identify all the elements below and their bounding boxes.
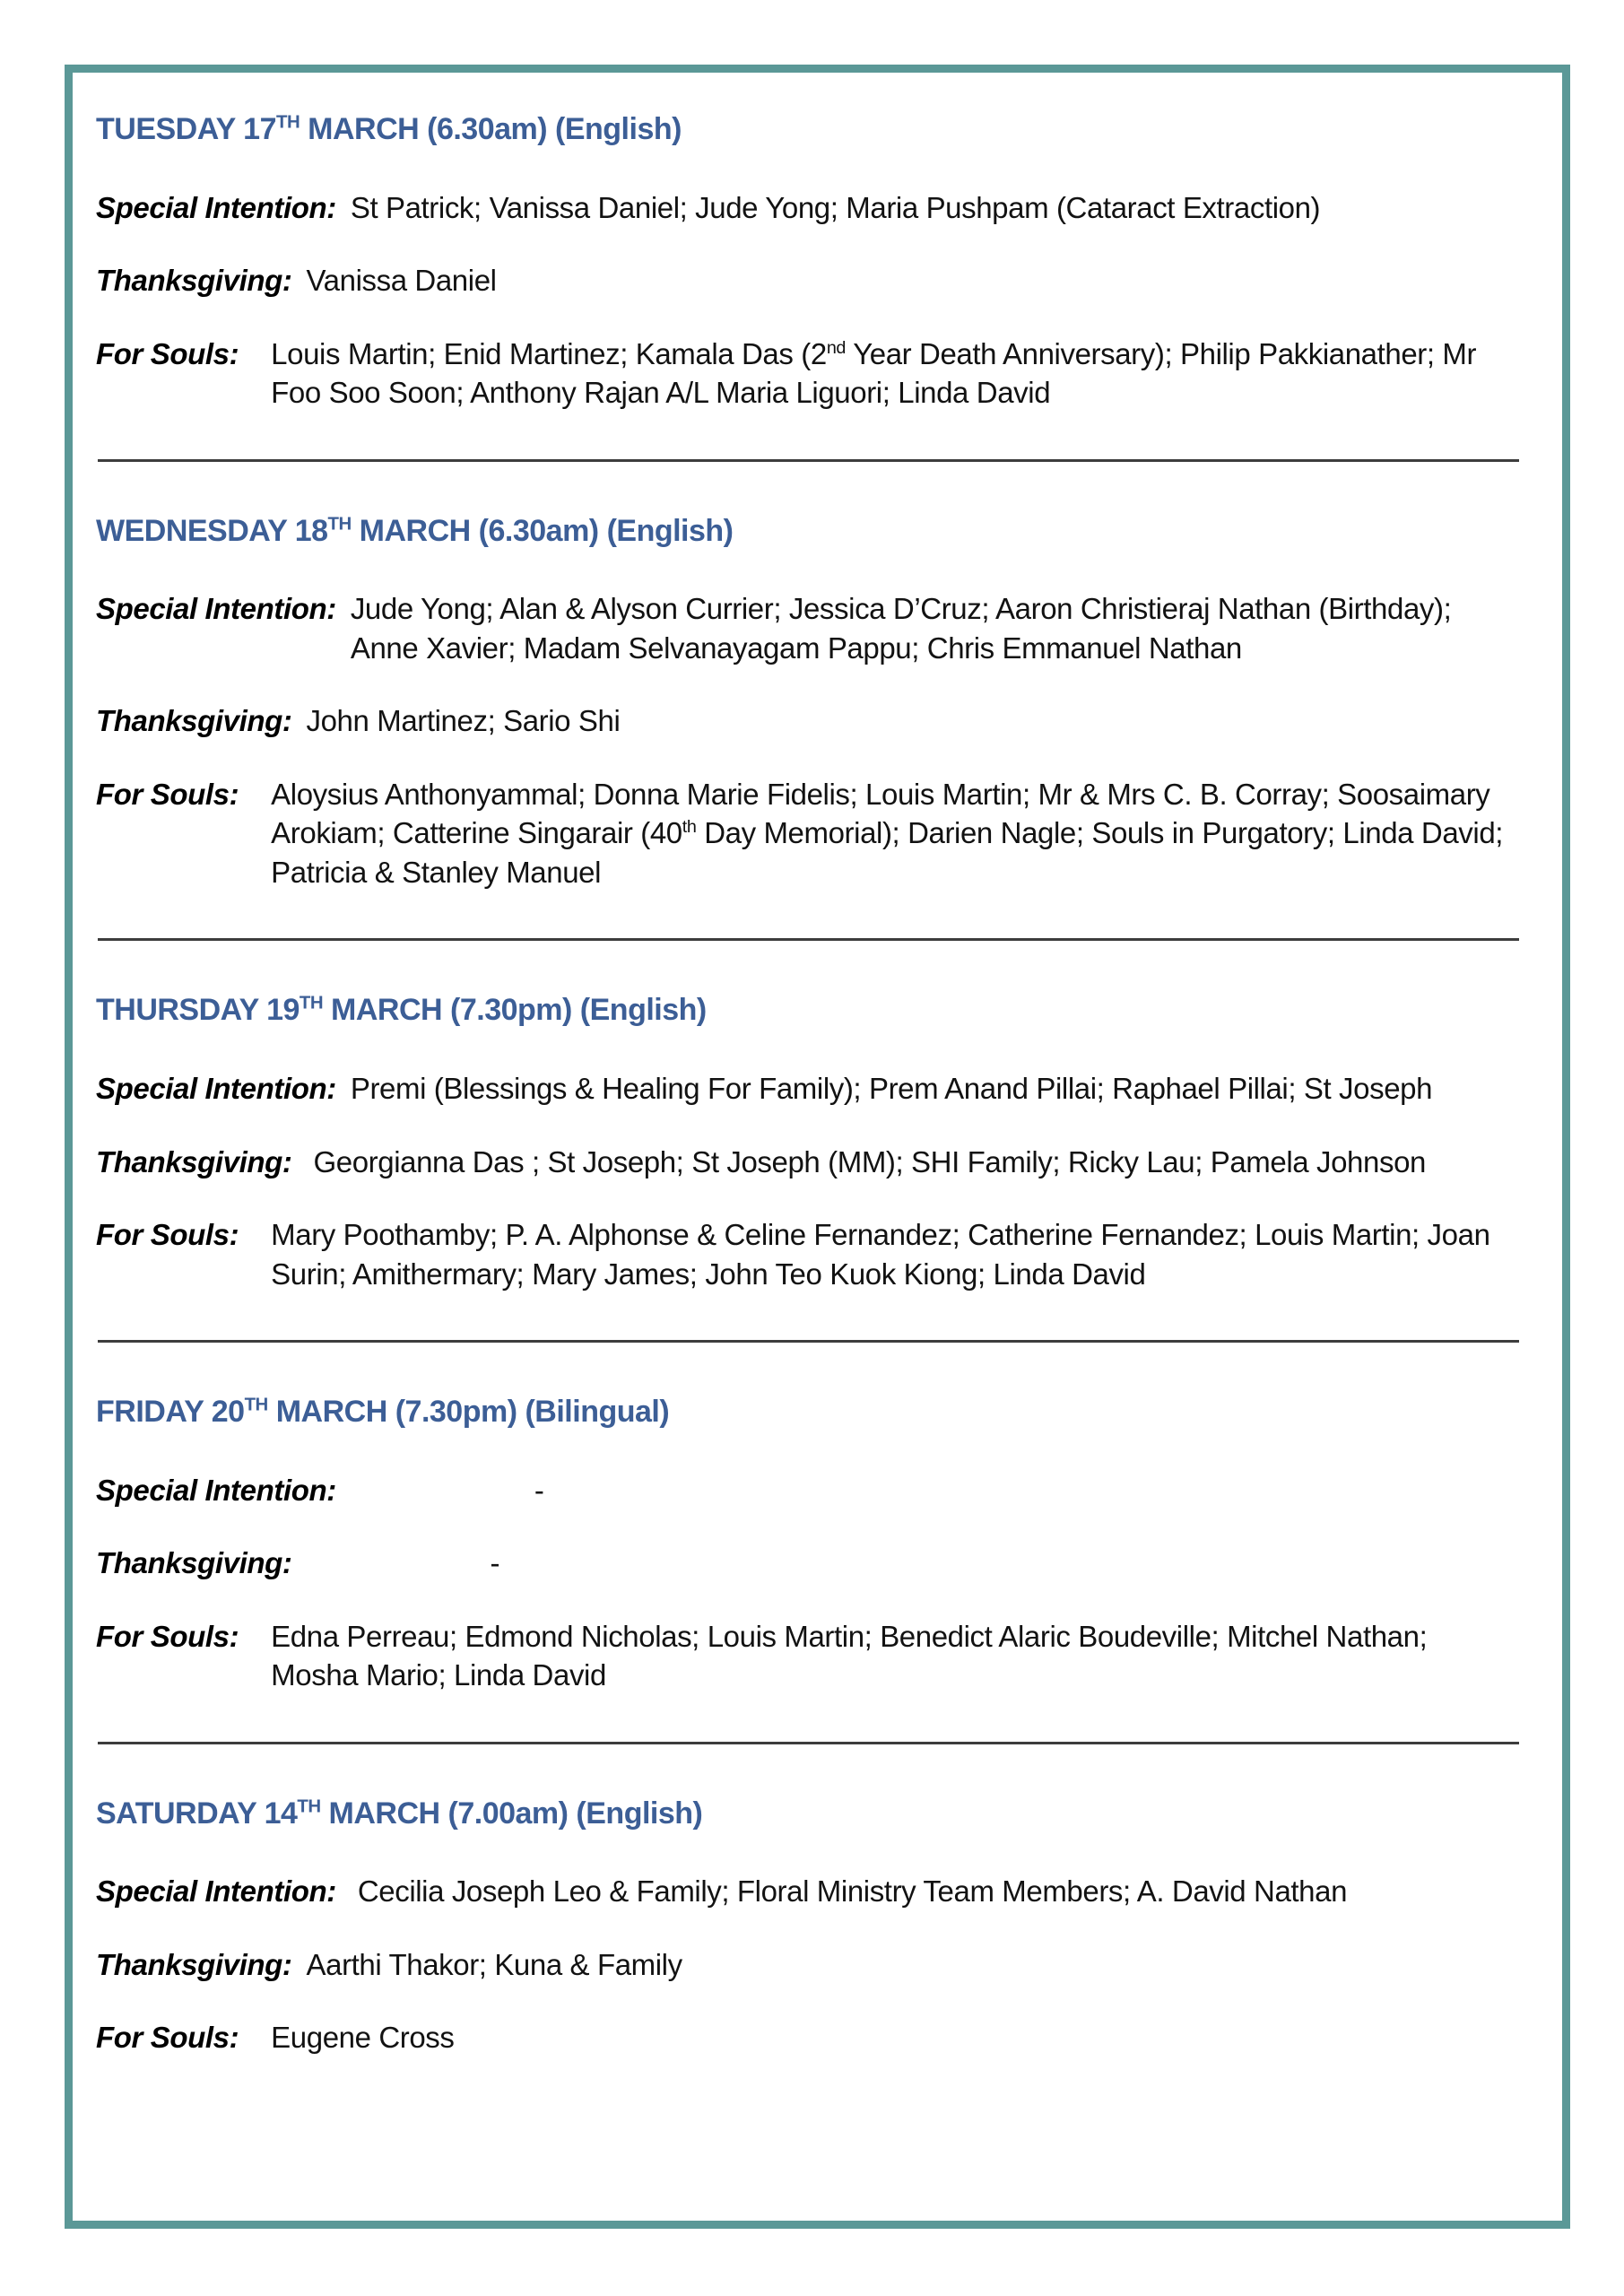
row-label: Thanksgiving: xyxy=(96,264,292,298)
section-title: TUESDAY 17TH MARCH (6.30am) (English) xyxy=(96,112,682,146)
row-label: For Souls: xyxy=(96,1218,239,1252)
row-value: John Martinez; Sario Shi xyxy=(306,704,621,738)
row-label: Special Intention: xyxy=(96,592,336,626)
row-value: - xyxy=(534,1473,544,1507)
mass-day-section-friday xyxy=(96,1393,1521,1695)
section-title: SATURDAY 14TH MARCH (7.00am) (English) xyxy=(96,1796,703,1831)
row-label: Special Intention: xyxy=(96,1071,336,1105)
for-souls-row xyxy=(96,775,1521,892)
mass-day-section-tuesday xyxy=(96,110,1521,413)
row-value: - xyxy=(490,1546,500,1580)
row-value: St Patrick; Vanissa Daniel; Jude Yong; Maria Pushpam (Cataract Extraction) xyxy=(350,190,1321,224)
thanksgiving-row xyxy=(96,701,1521,741)
row-label: Thanksgiving: xyxy=(96,1144,292,1178)
row-value: Vanissa Daniel xyxy=(306,264,497,298)
row-label: Thanksgiving: xyxy=(96,1546,292,1580)
row-value: Aarthi Thakor; Kuna & Family xyxy=(306,1947,682,1981)
special-intention-row xyxy=(96,1069,1521,1109)
mass-day-section-thursday xyxy=(96,991,1521,1293)
section-divider xyxy=(98,1340,1519,1343)
section-title: THURSDAY 19TH MARCH (7.30pm) (English) xyxy=(96,993,707,1028)
row-label: For Souls: xyxy=(96,336,239,370)
for-souls-row xyxy=(96,1215,1521,1293)
row-label: Thanksgiving: xyxy=(96,704,292,738)
row-value: Edna Perreau; Edmond Nicholas; Louis Martin; Benedict Alaric Boudeville; Mitchel Nathan; Mosha Mario; Linda David xyxy=(271,1619,1428,1692)
section-title: WEDNESDAY 18TH MARCH (6.30am) (English) xyxy=(96,513,734,548)
row-value: Georgianna Das ; St Joseph; St Joseph (MM); SHI Family; Ricky Lau; Pamela Johnson xyxy=(313,1144,1426,1178)
row-value: Aloysius Anthonyammal; Donna Marie Fidelis; Louis Martin; Mr & Mrs C. B. Corray; Soosaimary Arokiam; Catterine Singarair (40th Day Memorial); Darien Nagle; Souls in Purgatory; Linda David; Patricia & Stanley Manuel xyxy=(271,777,1504,889)
special-intention-row xyxy=(96,589,1521,667)
mass-intentions-document xyxy=(65,65,1570,2229)
mass-day-section-wednesday xyxy=(96,512,1521,892)
thanksgiving-row xyxy=(96,261,1521,300)
special-intention-row xyxy=(96,1872,1521,1911)
special-intention-row xyxy=(96,1471,1521,1510)
row-label: Special Intention: xyxy=(96,1874,336,1909)
row-value: Jude Yong; Alan & Alyson Currier; Jessica D’Cruz; Aaron Christieraj Nathan (Birthday); Anne Xavier; Madam Selvanayagam Pappu; Chris Emmanuel Nathan xyxy=(350,592,1452,665)
row-label: For Souls: xyxy=(96,777,239,811)
row-label: For Souls: xyxy=(96,2021,239,2055)
thanksgiving-row xyxy=(96,1143,1521,1182)
row-label: Special Intention: xyxy=(96,190,336,224)
section-divider xyxy=(98,938,1519,941)
for-souls-row xyxy=(96,2018,1521,2057)
row-value: Mary Poothamby; P. A. Alphonse & Celine Fernandez; Catherine Fernandez; Louis Martin; Joan Surin; Amithermary; Mary James; John Teo Kuok Kiong; Linda David xyxy=(271,1218,1490,1291)
thanksgiving-row xyxy=(96,1544,1521,1583)
row-label: Thanksgiving: xyxy=(96,1947,292,1981)
row-label: For Souls: xyxy=(96,1619,239,1653)
row-value: Cecilia Joseph Leo & Family; Floral Ministry Team Members; A. David Nathan xyxy=(357,1874,1348,1909)
for-souls-row xyxy=(96,335,1521,413)
row-value: Premi (Blessings & Healing For Family); Prem Anand Pillai; Raphael Pillai; St Joseph xyxy=(350,1071,1433,1105)
for-souls-row xyxy=(96,1617,1521,1695)
section-title: FRIDAY 20TH MARCH (7.30pm) (Bilingual) xyxy=(96,1395,670,1430)
mass-day-section-saturday xyxy=(96,1795,1521,2057)
row-label: Special Intention: xyxy=(96,1473,336,1507)
thanksgiving-row xyxy=(96,1945,1521,1985)
row-value: Louis Martin; Enid Martinez; Kamala Das (2nd Year Death Anniversary); Philip Pakkianather; Mr Foo Soo Soon; Anthony Rajan A/L Maria Liguori; Linda David xyxy=(271,336,1477,410)
section-divider xyxy=(98,459,1519,462)
special-intention-row xyxy=(96,188,1521,228)
row-value: Eugene Cross xyxy=(271,2021,455,2055)
section-divider xyxy=(98,1742,1519,1744)
